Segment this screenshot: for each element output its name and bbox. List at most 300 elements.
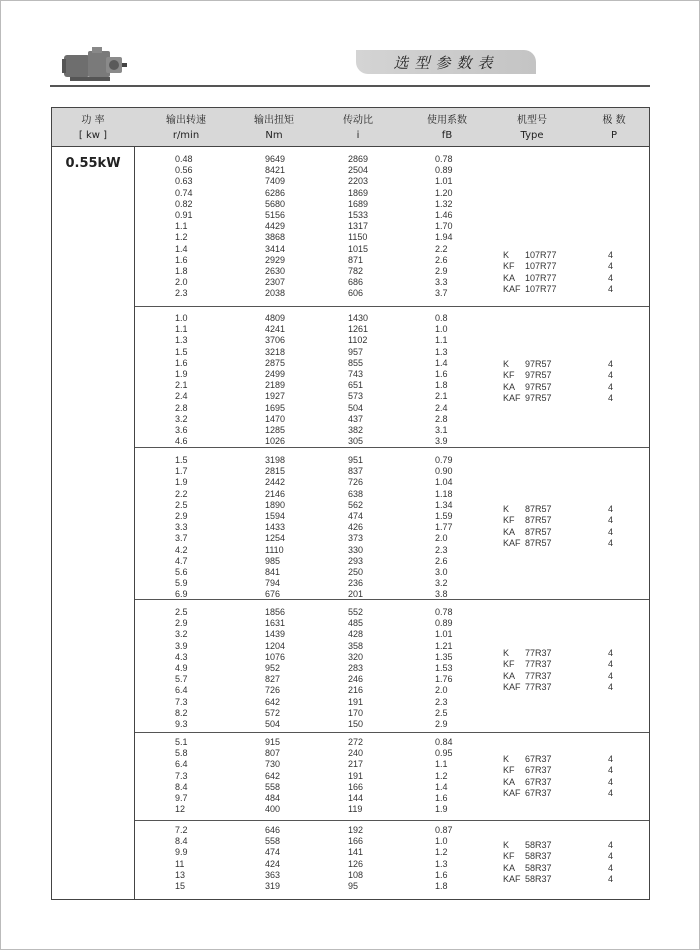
model-row — [503, 754, 643, 765]
model-type: 87R57 — [525, 504, 552, 514]
model-type: 77R37 — [525, 659, 552, 670]
speed-column — [175, 607, 188, 730]
torque-cell: 2442 — [265, 477, 286, 488]
page-title-banner — [356, 50, 536, 74]
ratio-cell: 108 — [348, 869, 364, 880]
speed-cell: 2.5 — [175, 499, 188, 510]
header-service-factor: 使用系数 fB — [427, 115, 467, 141]
ratio-cell: 126 — [348, 858, 364, 869]
torque-cell: 841 — [265, 566, 281, 577]
model-prefix: KF — [503, 515, 515, 526]
speed-cell: 2.3 — [175, 288, 188, 299]
ratio-column — [348, 455, 363, 600]
ratio-cell: 504 — [348, 402, 364, 413]
model-row — [503, 370, 643, 381]
factor-cell: 3.3 — [435, 277, 448, 288]
torque-cell: 1433 — [265, 522, 286, 533]
ratio-cell: 2203 — [348, 176, 369, 187]
torque-cell: 2038 — [265, 288, 286, 299]
ratio-cell: 686 — [348, 277, 364, 288]
speed-cell: 0.63 — [175, 176, 193, 187]
model-prefix: K — [503, 648, 510, 658]
page-title: 选型参数表 — [393, 54, 499, 72]
factor-cell: 0.95 — [435, 748, 453, 759]
factor-cell: 1.0 — [435, 324, 448, 335]
model-poles: 4 — [608, 670, 614, 681]
speed-column — [175, 455, 188, 600]
ratio-column — [348, 825, 363, 892]
ratio-cell: 871 — [348, 254, 364, 265]
torque-cell: 676 — [265, 589, 281, 600]
ratio-cell: 240 — [348, 748, 364, 759]
speed-cell: 8.2 — [175, 707, 188, 718]
model-row — [503, 874, 643, 885]
factor-cell: 1.59 — [435, 510, 453, 521]
speed-column — [175, 825, 188, 892]
ratio-cell: 726 — [348, 477, 364, 488]
torque-column — [265, 825, 280, 892]
model-type: 87R57 — [525, 515, 552, 526]
ratio-cell: 638 — [348, 488, 364, 499]
ratio-cell: 166 — [348, 836, 364, 847]
ratio-cell: 474 — [348, 510, 364, 521]
model-poles: 4 — [608, 515, 614, 526]
model-row — [503, 515, 643, 526]
ratio-cell: 305 — [348, 436, 364, 447]
speed-cell: 4.6 — [175, 436, 188, 447]
factor-cell: 1.9 — [435, 804, 448, 815]
speed-cell: 1.1 — [175, 324, 188, 335]
model-poles: 4 — [608, 787, 614, 798]
table-header — [52, 108, 649, 147]
factor-cell: 1.3 — [435, 346, 448, 357]
speed-cell: 1.9 — [175, 368, 188, 379]
ratio-cell: 216 — [348, 685, 364, 696]
model-prefix: KAF — [503, 873, 521, 884]
torque-cell: 2630 — [265, 265, 286, 276]
factor-cell: 1.70 — [435, 221, 453, 232]
speed-cell: 3.2 — [175, 413, 188, 424]
factor-cell: 0.78 — [435, 607, 453, 617]
model-type: 87R57 — [525, 526, 552, 537]
model-type: 87R57 — [525, 537, 552, 548]
factor-cell: 1.53 — [435, 662, 453, 673]
model-prefix: K — [503, 504, 510, 514]
model-poles: 4 — [608, 776, 614, 787]
model-type: 77R37 — [525, 681, 552, 692]
factor-cell: 0.79 — [435, 455, 453, 465]
ratio-column — [348, 737, 363, 815]
model-type: 58R37 — [525, 873, 552, 884]
model-poles: 4 — [608, 504, 614, 514]
speed-cell: 8.4 — [175, 836, 188, 847]
model-row — [503, 393, 643, 404]
ratio-cell: 119 — [348, 804, 363, 815]
model-row — [503, 527, 643, 538]
torque-column — [265, 737, 280, 815]
group-separator — [135, 820, 649, 821]
speed-cell: 6.4 — [175, 685, 188, 696]
torque-cell: 3868 — [265, 232, 286, 243]
model-prefix: KA — [503, 381, 516, 392]
speed-cell: 0.91 — [175, 209, 193, 220]
factor-cell: 3.0 — [435, 566, 448, 577]
model-row — [503, 840, 643, 851]
factor-cell: 3.7 — [435, 288, 448, 299]
speed-cell: 5.6 — [175, 566, 188, 577]
ratio-cell: 1869 — [348, 187, 369, 198]
speed-cell: 3.6 — [175, 424, 188, 435]
factor-cell: 0.8 — [435, 313, 448, 323]
speed-cell: 6.9 — [175, 589, 188, 600]
ratio-cell: 1317 — [348, 221, 369, 232]
model-prefix: KF — [503, 659, 515, 670]
factor-cell: 0.87 — [435, 825, 453, 835]
model-type: 97R57 — [525, 381, 552, 392]
torque-cell: 4429 — [265, 221, 286, 232]
model-prefix: K — [503, 359, 510, 369]
ratio-cell: 606 — [348, 288, 364, 299]
speed-cell: 1.1 — [175, 221, 188, 232]
ratio-cell: 2869 — [348, 154, 369, 164]
speed-cell: 1.4 — [175, 243, 188, 254]
ratio-cell: 373 — [348, 533, 364, 544]
model-prefix: K — [503, 754, 510, 764]
factor-cell: 1.35 — [435, 651, 453, 662]
torque-cell: 558 — [265, 836, 281, 847]
model-poles: 4 — [608, 381, 614, 392]
torque-cell: 319 — [265, 880, 281, 891]
torque-cell: 484 — [265, 792, 281, 803]
model-row — [503, 284, 643, 295]
model-row — [503, 851, 643, 862]
model-poles: 4 — [608, 283, 614, 294]
torque-cell: 1470 — [265, 413, 286, 424]
torque-cell: 2189 — [265, 380, 286, 391]
model-prefix: K — [503, 840, 510, 850]
speed-cell: 2.1 — [175, 380, 188, 391]
model-prefix: KA — [503, 862, 516, 873]
group-separator — [135, 732, 649, 733]
ratio-cell: 201 — [348, 589, 364, 600]
torque-cell: 726 — [265, 685, 281, 696]
model-poles: 4 — [608, 681, 614, 692]
speed-cell: 3.3 — [175, 522, 188, 533]
model-type: 67R37 — [525, 765, 552, 776]
speed-cell: 7.2 — [175, 825, 188, 835]
torque-cell: 1285 — [265, 424, 286, 435]
power-value: 0.55kW — [65, 156, 121, 171]
speed-cell: 2.5 — [175, 607, 188, 617]
torque-cell: 558 — [265, 781, 281, 792]
model-poles: 4 — [608, 862, 614, 873]
speed-cell: 2.2 — [175, 488, 188, 499]
factor-cell: 1.01 — [435, 629, 453, 640]
speed-cell: 1.6 — [175, 254, 188, 265]
factor-cell: 1.2 — [435, 770, 448, 781]
factor-cell: 2.3 — [435, 696, 448, 707]
factor-column — [435, 313, 448, 447]
speed-cell: 1.8 — [175, 265, 188, 276]
model-prefix: KAF — [503, 537, 521, 548]
speed-cell: 1.9 — [175, 477, 188, 488]
factor-cell: 2.3 — [435, 544, 448, 555]
model-row — [503, 777, 643, 788]
model-type: 107R77 — [525, 261, 557, 272]
ratio-cell: 1689 — [348, 198, 369, 209]
header-ratio: 传动比 i — [343, 115, 373, 141]
group-separator — [135, 447, 649, 448]
ratio-cell: 150 — [348, 718, 364, 729]
speed-cell: 1.5 — [175, 346, 188, 357]
ratio-cell: 320 — [348, 651, 364, 662]
speed-cell: 2.9 — [175, 618, 188, 629]
factor-cell: 2.9 — [435, 265, 448, 276]
factor-cell: 1.1 — [435, 335, 448, 346]
model-row — [503, 863, 643, 874]
model-poles: 4 — [608, 250, 614, 260]
torque-cell: 5156 — [265, 209, 286, 220]
model-prefix: KF — [503, 370, 515, 381]
ratio-column — [348, 154, 368, 299]
factor-cell: 1.01 — [435, 176, 453, 187]
speed-cell: 9.7 — [175, 792, 188, 803]
factor-cell: 1.6 — [435, 869, 448, 880]
torque-cell: 985 — [265, 555, 281, 566]
ratio-cell: 283 — [348, 662, 364, 673]
model-row — [503, 671, 643, 682]
ratio-cell: 250 — [348, 566, 364, 577]
ratio-cell: 293 — [348, 555, 364, 566]
torque-cell: 1204 — [265, 640, 286, 651]
speed-cell: 6.4 — [175, 759, 188, 770]
speed-cell: 3.2 — [175, 629, 188, 640]
factor-cell: 1.94 — [435, 232, 453, 243]
torque-cell: 730 — [265, 759, 281, 770]
factor-cell: 2.5 — [435, 707, 448, 718]
model-prefix: KA — [503, 272, 516, 283]
model-prefix: KF — [503, 261, 515, 272]
factor-cell: 1.8 — [435, 880, 448, 891]
header-output-speed: 输出转速 r/min — [166, 115, 206, 141]
factor-cell: 1.4 — [435, 357, 448, 368]
model-type: 97R57 — [525, 359, 552, 369]
torque-cell: 474 — [265, 847, 281, 858]
model-type: 107R77 — [525, 250, 557, 260]
model-type: 77R37 — [525, 670, 552, 681]
torque-cell: 915 — [265, 737, 281, 747]
ratio-cell: 837 — [348, 466, 364, 477]
speed-column — [175, 154, 193, 299]
ratio-cell: 651 — [348, 380, 364, 391]
model-poles: 4 — [608, 765, 614, 776]
header-output-torque: 输出扭矩 Nm — [254, 115, 294, 141]
factor-cell: 1.21 — [435, 640, 453, 651]
speed-cell: 1.0 — [175, 313, 188, 323]
model-row — [503, 250, 643, 261]
speed-cell: 5.8 — [175, 748, 188, 759]
ratio-cell: 951 — [348, 455, 364, 465]
factor-cell: 2.6 — [435, 254, 448, 265]
torque-cell: 646 — [265, 825, 281, 835]
speed-cell: 4.3 — [175, 651, 188, 662]
factor-cell: 1.46 — [435, 209, 453, 220]
model-type: 58R37 — [525, 840, 552, 850]
model-prefix: KA — [503, 670, 516, 681]
factor-cell: 0.89 — [435, 618, 453, 629]
torque-column — [265, 607, 285, 730]
model-prefix: K — [503, 250, 510, 260]
factor-column — [435, 607, 453, 730]
header-rule — [50, 85, 650, 87]
model-row — [503, 504, 643, 515]
torque-cell: 5680 — [265, 198, 286, 209]
ratio-cell: 166 — [348, 781, 364, 792]
model-poles: 4 — [608, 261, 614, 272]
model-type: 67R37 — [525, 787, 552, 798]
speed-cell: 3.7 — [175, 533, 188, 544]
torque-cell: 1439 — [265, 629, 286, 640]
speed-cell: 12 — [175, 804, 186, 815]
ratio-cell: 141 — [348, 847, 364, 858]
ratio-cell: 191 — [348, 770, 364, 781]
torque-cell: 3706 — [265, 335, 286, 346]
torque-cell: 1026 — [265, 436, 286, 447]
factor-cell: 3.1 — [435, 424, 448, 435]
selection-table — [51, 107, 650, 900]
model-type: 107R77 — [525, 272, 557, 283]
factor-column — [435, 737, 453, 815]
ratio-cell: 1150 — [348, 232, 368, 243]
ratio-cell: 743 — [348, 368, 364, 379]
model-row — [503, 788, 643, 799]
model-prefix: KAF — [503, 681, 521, 692]
torque-cell: 1110 — [265, 544, 284, 555]
speed-cell: 7.3 — [175, 696, 188, 707]
ratio-cell: 1261 — [348, 324, 369, 335]
speed-cell: 4.9 — [175, 662, 188, 673]
model-type: 107R77 — [525, 283, 557, 294]
torque-column — [265, 455, 285, 600]
factor-cell: 0.90 — [435, 466, 453, 477]
torque-cell: 807 — [265, 748, 281, 759]
factor-cell: 1.8 — [435, 380, 448, 391]
group-separator — [135, 306, 649, 307]
group-separator — [135, 599, 649, 600]
speed-cell: 1.5 — [175, 455, 188, 465]
ratio-cell: 2504 — [348, 165, 369, 176]
torque-cell: 2499 — [265, 368, 286, 379]
factor-cell: 2.6 — [435, 555, 448, 566]
torque-cell: 8421 — [265, 165, 286, 176]
speed-cell: 2.9 — [175, 510, 188, 521]
torque-cell: 1695 — [265, 402, 286, 413]
torque-cell: 7409 — [265, 176, 286, 187]
ratio-cell: 428 — [348, 629, 364, 640]
factor-cell: 1.32 — [435, 198, 453, 209]
model-prefix: KF — [503, 765, 515, 776]
ratio-cell: 358 — [348, 640, 364, 651]
torque-cell: 827 — [265, 674, 281, 685]
torque-cell: 1254 — [265, 533, 286, 544]
factor-cell: 2.8 — [435, 413, 448, 424]
factor-cell: 0.84 — [435, 737, 453, 747]
factor-cell: 2.9 — [435, 718, 448, 729]
torque-cell: 1927 — [265, 391, 286, 402]
model-prefix: KA — [503, 776, 516, 787]
speed-cell: 1.6 — [175, 357, 188, 368]
torque-cell: 6286 — [265, 187, 286, 198]
torque-cell: 3414 — [265, 243, 286, 254]
speed-cell: 1.7 — [175, 466, 188, 477]
model-poles: 4 — [608, 537, 614, 548]
ratio-cell: 1015 — [348, 243, 369, 254]
torque-cell: 2146 — [265, 488, 286, 499]
torque-cell: 794 — [265, 578, 281, 589]
model-poles: 4 — [608, 370, 614, 381]
header-poles: 极 数 P — [602, 115, 626, 141]
factor-cell: 2.0 — [435, 533, 448, 544]
factor-column — [435, 825, 453, 892]
ratio-cell: 957 — [348, 346, 364, 357]
speed-column — [175, 737, 188, 815]
ratio-column — [348, 607, 363, 730]
speed-cell: 9.9 — [175, 847, 188, 858]
model-poles: 4 — [608, 392, 614, 403]
speed-cell: 3.9 — [175, 640, 188, 651]
torque-cell: 572 — [265, 707, 281, 718]
factor-cell: 3.9 — [435, 436, 448, 447]
factor-cell: 2.0 — [435, 685, 448, 696]
factor-cell: 1.20 — [435, 187, 453, 198]
model-type: 97R57 — [525, 392, 552, 403]
model-prefix: KA — [503, 526, 516, 537]
speed-cell: 0.82 — [175, 198, 193, 209]
ratio-cell: 382 — [348, 424, 364, 435]
ratio-cell: 437 — [348, 413, 364, 424]
ratio-cell: 272 — [348, 737, 364, 747]
speed-cell: 4.7 — [175, 555, 188, 566]
speed-cell: 0.74 — [175, 187, 193, 198]
model-row — [503, 261, 643, 272]
torque-cell: 424 — [265, 858, 281, 869]
factor-cell: 1.1 — [435, 759, 448, 770]
ratio-column — [348, 313, 368, 447]
torque-cell: 2929 — [265, 254, 286, 265]
factor-cell: 1.6 — [435, 792, 448, 803]
model-row — [503, 765, 643, 776]
speed-cell: 15 — [175, 880, 186, 891]
speed-cell: 5.7 — [175, 674, 188, 685]
torque-cell: 1076 — [265, 651, 286, 662]
torque-cell: 400 — [265, 804, 281, 815]
speed-cell: 13 — [175, 869, 186, 880]
speed-cell: 2.0 — [175, 277, 188, 288]
factor-cell: 3.8 — [435, 589, 448, 600]
torque-cell: 4241 — [265, 324, 286, 335]
torque-column — [265, 313, 285, 447]
ratio-cell: 573 — [348, 391, 364, 402]
factor-cell: 2.2 — [435, 243, 448, 254]
model-prefix: KAF — [503, 392, 521, 403]
factor-cell: 1.0 — [435, 836, 448, 847]
ratio-cell: 485 — [348, 618, 364, 629]
torque-cell: 1631 — [265, 618, 286, 629]
torque-cell: 2875 — [265, 357, 286, 368]
torque-cell: 2307 — [265, 277, 286, 288]
gear-motor-logo — [62, 45, 127, 83]
speed-cell: 5.1 — [175, 737, 188, 747]
